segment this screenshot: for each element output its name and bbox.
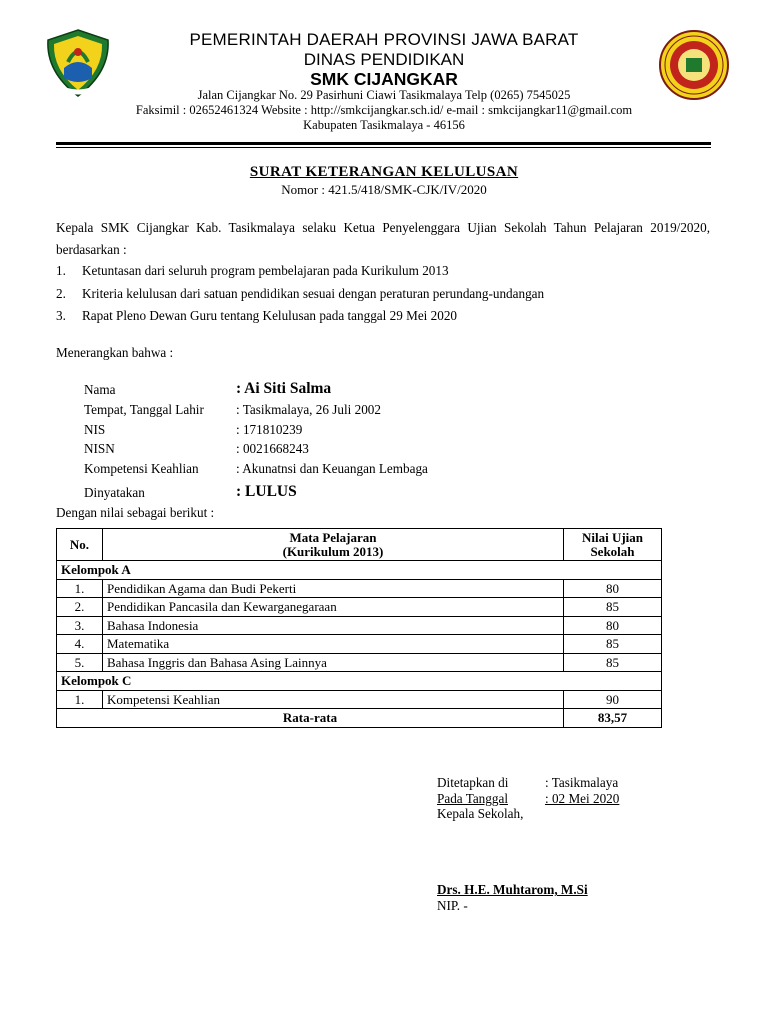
table-row: 1. Pendidikan Agama dan Budi Pekerti 80 bbox=[57, 579, 662, 598]
principal-nip: NIP. - bbox=[437, 898, 468, 913]
col-score: Nilai Ujian Sekolah bbox=[564, 529, 662, 561]
group-row: Kelompok C bbox=[57, 672, 662, 691]
status-badge: : LULUS bbox=[236, 482, 297, 500]
list-item: 3. Rapat Pleno Dewan Guru tentang Kelulusan pada tanggal 29 Mei 2020 bbox=[56, 308, 458, 324]
average-row: Rata-rata 83,57 bbox=[57, 709, 662, 728]
government-line: PEMERINTAH DAERAH PROVINSI JAWA BARAT bbox=[189, 30, 579, 49]
principal-name: Drs. H.E. Muhtarom, M.Si bbox=[437, 882, 588, 897]
table-row: 1. Kompetensi Keahlian 90 bbox=[57, 690, 662, 709]
table-row: 5. Bahasa Inggris dan Bahasa Asing Lainnya 85 bbox=[57, 653, 662, 672]
letterhead bbox=[0, 0, 768, 150]
table-header bbox=[57, 529, 662, 561]
student-name: : Ai Siti Salma bbox=[236, 380, 332, 397]
letter-title: SURAT KETERANGAN KELULUSAN bbox=[249, 164, 519, 180]
table-row: 2. Pendidikan Pancasila dan Kewarganegaraan 85 bbox=[57, 598, 662, 617]
group-row: Kelompok A bbox=[57, 561, 662, 580]
table-row: 4. Matematika 85 bbox=[57, 635, 662, 654]
col-subject: Mata Pelajaran (Kurikulum 2013) bbox=[103, 529, 564, 561]
list-item: 2. Kriteria kelulusan dari satuan pendidikan sesuai dengan peraturan perundang-undangan bbox=[56, 285, 545, 301]
header-divider-thick bbox=[56, 142, 711, 145]
department-line: DINAS PENDIDIKAN bbox=[303, 50, 465, 69]
letter-number: Nomor : 421.5/418/SMK-CJK/IV/2020 bbox=[281, 182, 487, 197]
states-line: Menerangkan bahwa : bbox=[56, 345, 174, 360]
list-item: 1. Ketuntasan dari seluruh program pembelajaran pada Kurikulum 2013 bbox=[56, 263, 449, 278]
basis-list bbox=[56, 263, 544, 331]
col-no: No. bbox=[57, 529, 103, 561]
school-address: Jalan Cijangkar No. 29 Pasirhuni Ciawi Tasikmalaya Telp (0265) 7545025 bbox=[197, 88, 571, 102]
grades-table bbox=[56, 528, 662, 728]
table-row: 3. Bahasa Indonesia 80 bbox=[57, 616, 662, 635]
grades-intro: Dengan nilai sebagai berikut : bbox=[56, 505, 215, 520]
average-value: 83,57 bbox=[564, 709, 662, 728]
school-contact: Faksimil : 02652461324 Website : http://smkcijangkar.sch.id/ e-mail : smkcijangkar11@gmail.com bbox=[135, 103, 633, 117]
intro-paragraph: Kepala SMK Cijangkar Kab. Tasikmalaya selaku Ketua Penyelenggara Ujian Sekolah Tahun Pelajaran 2019/2020, berdasarkan : bbox=[56, 220, 710, 257]
school-region: Kabupaten Tasikmalaya - 46156 bbox=[303, 118, 465, 132]
header-divider-thin bbox=[56, 147, 711, 148]
school-name: SMK CIJANGKAR bbox=[310, 69, 458, 89]
